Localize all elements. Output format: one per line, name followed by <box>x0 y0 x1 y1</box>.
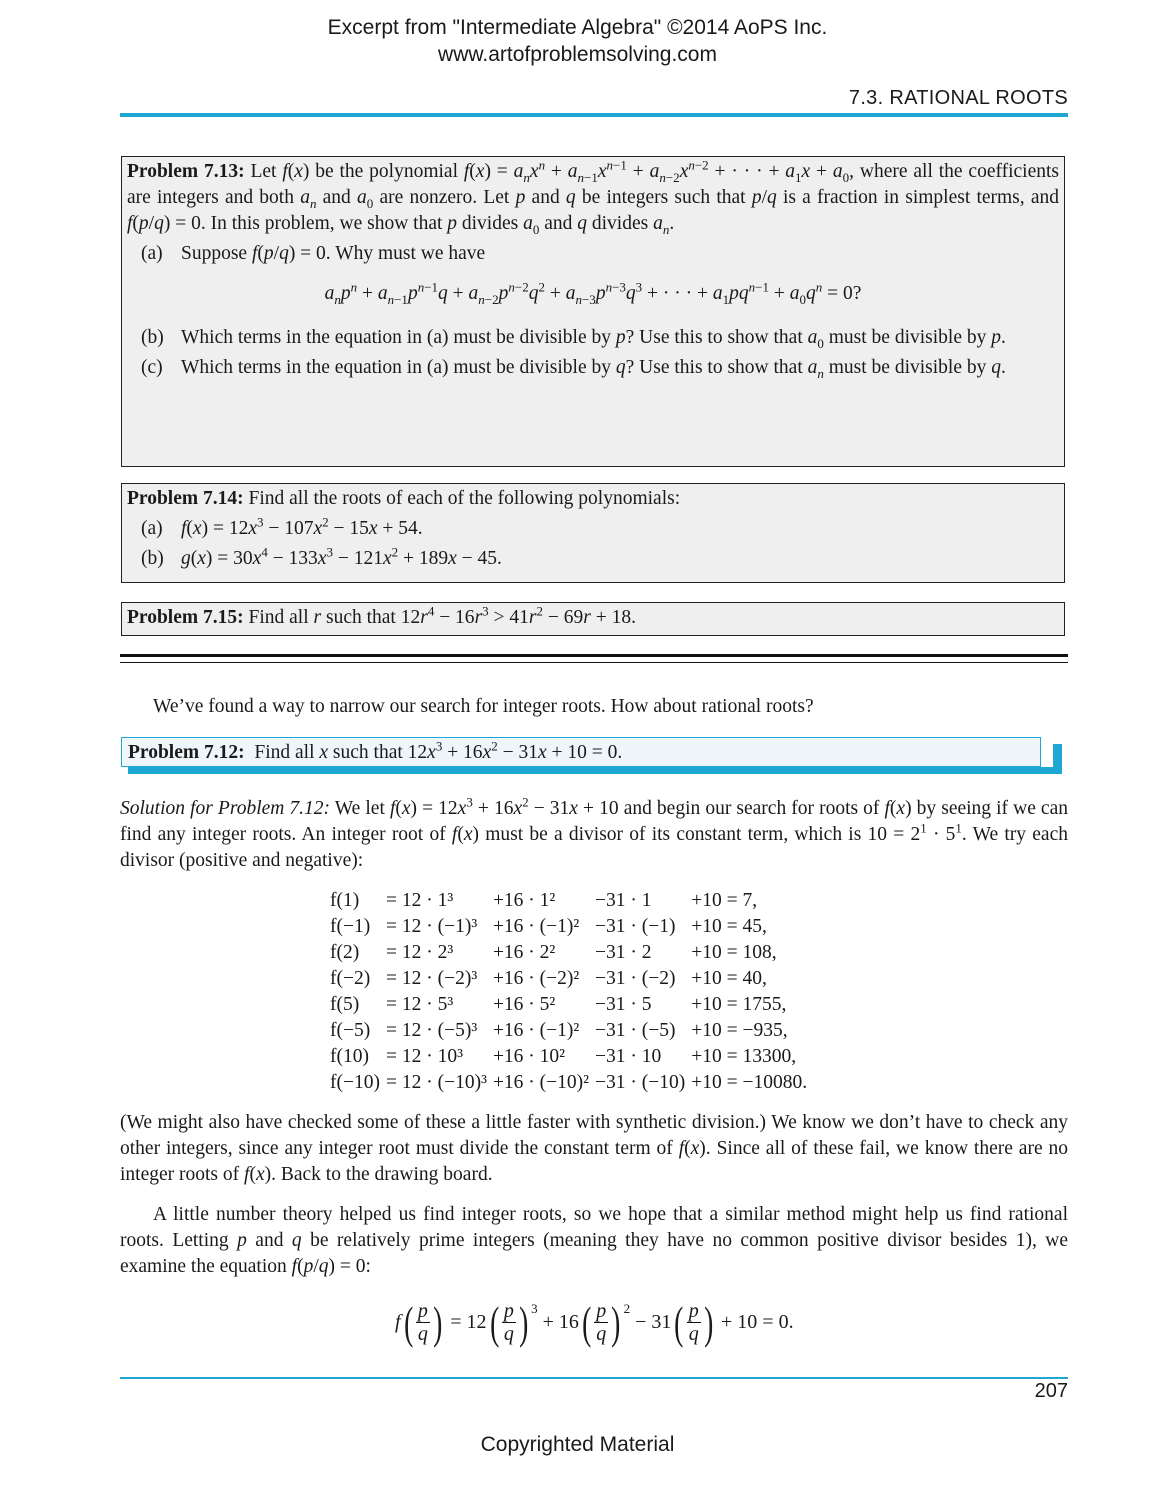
evaluation-cell: −31 · 10 <box>595 1046 662 1067</box>
solution-paragraph: Solution for Problem 7.12: We let $f(x) = 12x^3 + 16x^2 - 31x + 10$ and begin our search for roots of f(x) by seeing if we can find any integer roots. An integer root of f(x) must be a divisor of its constant term, which is $10 = 2^1 \cdot 5^1$. We try each divisor (positive and negative): <box>120 794 1068 871</box>
problem-7-14-text: Find all the roots of each of the following polynomials: <box>248 488 681 509</box>
evaluation-table <box>330 888 813 1096</box>
evaluation-cell: +16 · 5² <box>492 994 556 1015</box>
evaluation-cell: = 12 · 1³ <box>385 890 454 911</box>
evaluation-cell: = 12 · (−2)³ <box>385 968 478 989</box>
evaluation-cell: f(−2) <box>330 968 371 989</box>
section-divider-thick <box>120 654 1068 657</box>
evaluation-cell: +16 · (−1)² <box>492 1020 580 1041</box>
evaluation-cell: = 12 · (−10)³ <box>385 1072 487 1093</box>
evaluation-cell: +16 · (−2)² <box>492 968 580 989</box>
problem-7-12-shadow-bottom <box>128 767 1062 774</box>
evaluation-cell: +10 = 40, <box>691 968 767 989</box>
evaluation-cell: f(2) <box>330 942 360 963</box>
evaluation-row <box>330 1070 813 1096</box>
problem-7-14-box <box>121 483 1065 583</box>
evaluation-cell: = 12 · 2³ <box>385 942 454 963</box>
evaluation-cell: = 12 · 10³ <box>385 1046 463 1067</box>
problem-7-12-label: Problem 7.12: <box>128 742 245 763</box>
excerpt-header: Excerpt from "Intermediate Algebra" ©2014 AoPS Inc. <box>327 16 828 39</box>
evaluation-cell: −31 · 1 <box>595 890 652 911</box>
problem-7-14-part-b: (b) $g(x) = 30x^4 - 133x^3 - 121x^2 + 189x - 45$. <box>141 544 502 569</box>
evaluation-cell: +10 = 13300, <box>691 1046 797 1067</box>
evaluation-cell: f(5) <box>330 994 360 1015</box>
rational-root-equation: f ( $\frac{p}{q}$ ) = 12 ( $\frac{p}{q}$ ) $^3$ + 16 ( $\frac{p}{q}$ ) $^2$ − 31 ( $\frac{p}{q}$ ) + 10 = 0. <box>395 1297 794 1348</box>
evaluation-cell: +16 · (−1)² <box>492 916 580 937</box>
evaluation-cell: f(−1) <box>330 916 371 937</box>
evaluation-cell: +16 · 10² <box>492 1046 566 1067</box>
evaluation-cell: −31 · (−1) <box>595 916 676 937</box>
evaluation-row <box>330 966 813 992</box>
problem-7-13-box <box>121 156 1065 467</box>
website-url: www.artofproblemsolving.com <box>438 43 717 66</box>
evaluation-cell: = 12 · (−1)³ <box>385 916 478 937</box>
problem-7-13-part-c: (c) Which terms in the equation in (a) must be divisible by q? Use this to show that $a_n$ must be divisible by q. <box>141 357 1006 381</box>
evaluation-cell: f(−10) <box>330 1072 380 1093</box>
problem-7-13-part-a: (a) Suppose f(p/q) = 0. Why must we have <box>141 243 486 264</box>
evaluation-row <box>330 992 813 1018</box>
problem-7-14-part-a: (a) $f(x) = 12x^3 - 107x^2 - 15x + 54$. <box>141 514 423 539</box>
evaluation-row <box>330 914 813 940</box>
evaluation-cell: +10 = −10080. <box>691 1072 808 1093</box>
evaluation-cell: −31 · (−10) <box>595 1072 686 1093</box>
evaluation-cell: −31 · (−2) <box>595 968 676 989</box>
evaluation-cell: +10 = −935, <box>691 1020 788 1041</box>
evaluation-cell: +10 = 45, <box>691 916 767 937</box>
evaluation-cell: +16 · 1² <box>492 890 556 911</box>
problem-7-15-label: Problem 7.15: <box>127 607 244 628</box>
problem-7-13-label: Problem 7.13: <box>127 161 245 182</box>
problem-7-13-equation: $a_np^n + a_{n-1}p^{n-1}q + a_{n-2}p^{n-2}q^2 + a_{n-3}p^{n-3}q^3$ + · · · + $a_1pq^{n-1} + a_0q^n = 0$? <box>324 279 862 307</box>
problem-7-15-box: Problem 7.15: Find all r such that $12r^4 - 16r^3 > 41r^2 - 69r + 18$. <box>121 602 1065 636</box>
number-theory-paragraph: A little number theory helped us find integer roots, so we hope that a similar method might help us find rational roots. Letting p and q be relatively prime integers (meaning they have no common positive divisor besides 1), we examine the equation f(p/q) = 0: <box>120 1204 1069 1277</box>
evaluation-cell: f(−5) <box>330 1020 371 1041</box>
evaluation-cell: −31 · (−5) <box>595 1020 676 1041</box>
evaluation-cell: +10 = 108, <box>691 942 777 963</box>
evaluation-cell: +10 = 1755, <box>691 994 787 1015</box>
evaluation-row <box>330 1018 813 1044</box>
evaluation-row <box>330 888 813 914</box>
problem-7-12-box: Problem 7.12: Find all x such that $12x^3 + 16x^2 - 31x + 10 = 0$. <box>121 737 1041 767</box>
evaluation-cell: f(1) <box>330 890 360 911</box>
problem-7-13-part-b: (b) Which terms in the equation in (a) must be divisible by p? Use this to show that $a_0$ must be divisible by p. <box>141 327 1006 351</box>
problem-7-14-label: Problem 7.14: <box>127 488 244 509</box>
synthetic-division-paragraph: (We might also have checked some of these a little faster with synthetic division.) We know we don’t have to check any other integers, since any integer root must divide the constant term of f(x). Since all of these fail, we know there are no integer roots of f(x). Back to the drawing board. <box>120 1112 1069 1185</box>
header-rule <box>120 113 1068 117</box>
evaluation-cell: +16 · 2² <box>492 942 556 963</box>
section-heading: 7.3. RATIONAL ROOTS <box>848 87 1068 109</box>
problem-7-13-statement: Problem 7.13: Let f(x) be the polynomial $f(x) = a_nx^n + a_{n-1}x^{n-1} + a_{n-2}x^{n-2}$ + · · · + $a_1x + a_0$, where all the coefficients are integers and both $a_n$ and $a_0$ are nonzero. Let p and q be integers such that p/q is a fraction in simplest terms, and f(p/q) = 0. In this problem, we show that p divides $a_0$ and q divides $a_n$. <box>127 157 1060 237</box>
evaluation-cell: −31 · 2 <box>595 942 652 963</box>
evaluation-cell: −31 · 5 <box>595 994 652 1015</box>
evaluation-cell: = 12 · (−5)³ <box>385 1020 478 1041</box>
evaluation-cell: +10 = 7, <box>691 890 758 911</box>
evaluation-cell: +16 · (−10)² <box>492 1072 590 1093</box>
page-number: 207 <box>1034 1380 1068 1402</box>
intro-paragraph: We’ve found a way to narrow our search for integer roots. How about rational roots? <box>153 696 814 717</box>
evaluation-cell: = 12 · 5³ <box>385 994 454 1015</box>
evaluation-cell: f(10) <box>330 1046 369 1067</box>
section-divider-thin <box>120 662 1068 663</box>
copyright-footer: Copyrighted Material <box>480 1433 675 1456</box>
evaluation-row <box>330 940 813 966</box>
footer-rule <box>120 1377 1068 1379</box>
evaluation-row <box>330 1044 813 1070</box>
